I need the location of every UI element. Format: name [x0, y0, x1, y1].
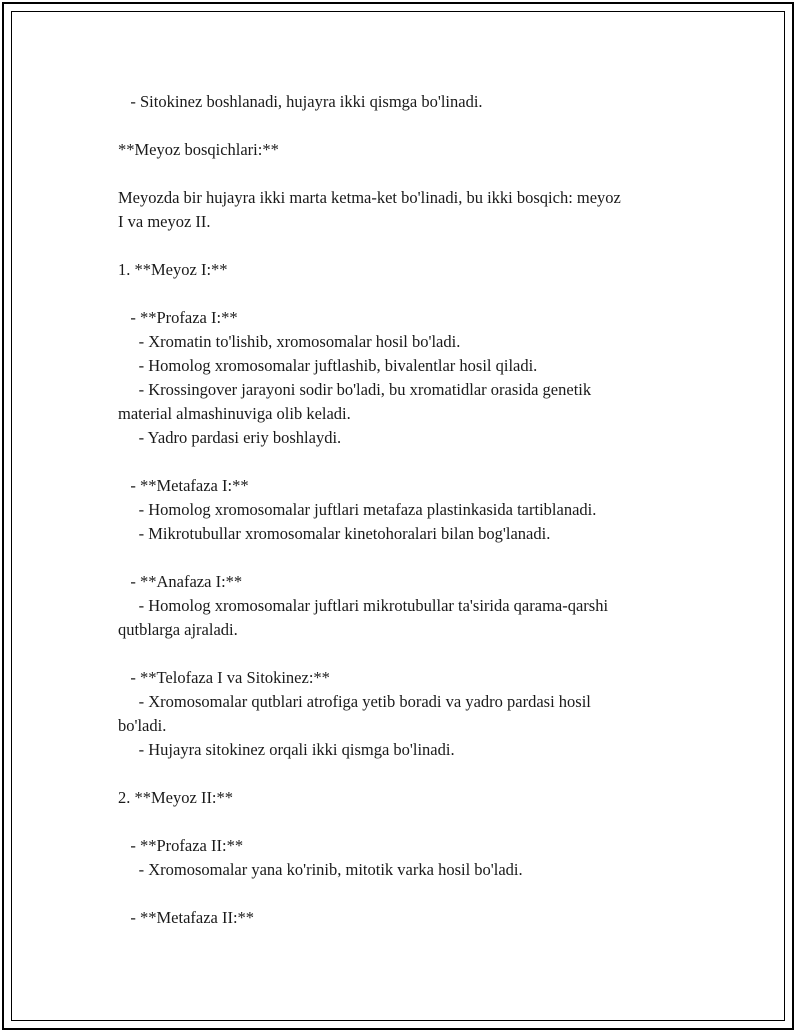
- blank-line: [118, 546, 698, 570]
- blank-line: [118, 162, 698, 186]
- text-line: qutblarga ajraladi.: [118, 620, 238, 639]
- blank-line: [118, 882, 698, 906]
- text-line: - Krossingover jarayoni sodir bo'ladi, bu xromatidlar orasida genetik: [118, 380, 592, 399]
- subsection-heading: - **Metafaza I:**: [118, 476, 249, 495]
- text-line: Meyozda bir hujayra ikki marta ketma-ket bo'linadi, bu ikki bosqich: meyoz: [118, 188, 621, 207]
- blank-line: [118, 114, 698, 138]
- subsection-heading: - **Profaza II:**: [118, 836, 244, 855]
- text-line: - Homolog xromosomalar juftlashib, bivalentlar hosil qiladi.: [118, 356, 538, 375]
- text-line: I va meyoz II.: [118, 212, 211, 231]
- blank-line: [118, 642, 698, 666]
- blank-line: [118, 450, 698, 474]
- text-line: - Homolog xromosomalar juftlari metafaza plastinkasida tartiblanadi.: [118, 500, 597, 519]
- section-heading: **Meyoz bosqichlari:**: [118, 140, 279, 159]
- text-line: - Sitokinez boshlanadi, hujayra ikki qismga bo'linadi.: [118, 92, 483, 111]
- blank-line: [118, 810, 698, 834]
- subsection-heading: - **Metafaza II:**: [118, 908, 255, 927]
- blank-line: [118, 282, 698, 306]
- blank-line: [118, 234, 698, 258]
- text-line: bo'ladi.: [118, 716, 167, 735]
- subsection-heading: - **Anafaza I:**: [118, 572, 243, 591]
- text-line: - Hujayra sitokinez orqali ikki qismga bo'linadi.: [118, 740, 455, 759]
- blank-line: [118, 762, 698, 786]
- subsection-heading: - **Profaza I:**: [118, 308, 238, 327]
- text-line: material almashinuviga olib keladi.: [118, 404, 351, 423]
- subsection-heading: - **Telofaza I va Sitokinez:**: [118, 668, 330, 687]
- text-line: - Homolog xromosomalar juftlari mikrotubullar ta'sirida qarama-qarshi: [118, 596, 609, 615]
- section-heading: 2. **Meyoz II:**: [118, 788, 234, 807]
- text-line: - Xromatin to'lishib, xromosomalar hosil bo'ladi.: [118, 332, 461, 351]
- section-heading: 1. **Meyoz I:**: [118, 260, 228, 279]
- text-line: - Xromosomalar yana ko'rinib, mitotik varka hosil bo'ladi.: [118, 860, 523, 879]
- text-line: - Mikrotubullar xromosomalar kinetohoralari bilan bog'lanadi.: [118, 524, 551, 543]
- document-body: [118, 90, 698, 930]
- text-line: - Xromosomalar qutblari atrofiga yetib boradi va yadro pardasi hosil: [118, 692, 591, 711]
- text-line: - Yadro pardasi eriy boshlaydi.: [118, 428, 342, 447]
